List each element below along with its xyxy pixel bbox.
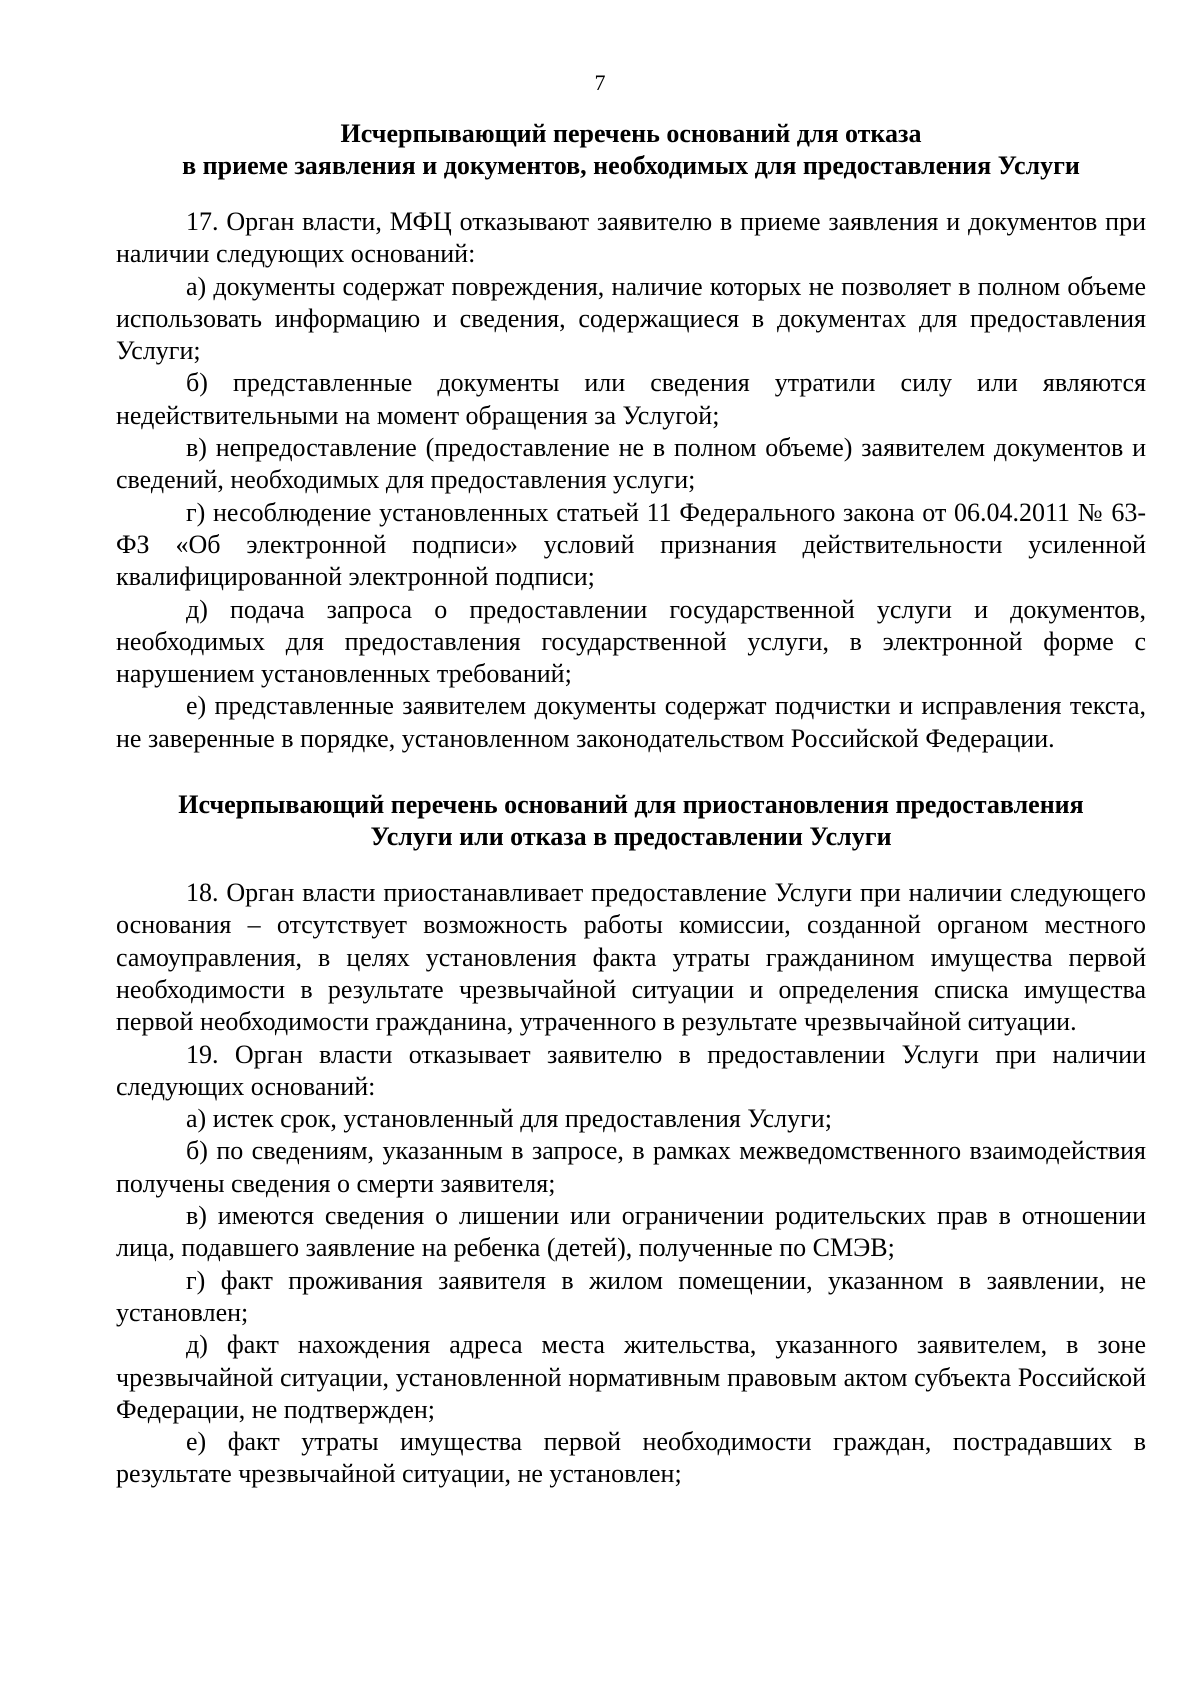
list-item-d: д) подача запроса о предоставлении государственной услуги и документов, необходимых для предоставления государственной услуги, в электронной форме с нарушением установленных требований; (116, 594, 1146, 689)
list-item-b: б) по сведениям, указанным в запросе, в рамках межведомственного взаимодействия получены сведения о смерти заявителя; (116, 1136, 1146, 1198)
list-item-v: в) имеются сведения о лишении или ограничении родительских прав в отношении лица, подавшего заявление на ребенка (детей), полученные по СМЭВ; (116, 1201, 1146, 1263)
list-item-v: в) непредоставление (предоставление не в полном объеме) заявителем документов и сведений, необходимых для предоставления услуги; (116, 433, 1146, 495)
section-heading-line: Услуги или отказа в предоставлении Услуги (370, 822, 892, 852)
list-item-a: а) документы содержат повреждения, наличие которых не позволяет в полном объеме использовать информацию и сведения, содержащиеся в документах для предоставления Услуги; (116, 271, 1146, 366)
page-number: 7 (594, 70, 606, 95)
list-item-g: г) несоблюдение установленных статьей 11 Федерального закона от 06.04.2011 № 63-ФЗ «Об электронной подписи» условий признания действительности усиленной квалифицированной электронной подписи; (116, 497, 1146, 592)
list-item-e: е) факт утраты имущества первой необходимости граждан, пострадавших в результате чрезвычайной ситуации, не установлен; (116, 1427, 1146, 1489)
list-item-b: б) представленные документы или сведения утратили силу или являются недействительными на момент обращения за Услугой; (116, 368, 1146, 430)
section-heading-suspension-refusal (116, 789, 1146, 853)
paragraph-19: 19. Орган власти отказывает заявителю в предоставлении Услуги при наличии следующих оснований: (116, 1039, 1146, 1101)
list-item-d: д) факт нахождения адреса места жительства, указанного заявителем, в зоне чрезвычайной ситуации, установленной нормативным правовым актом субъекта Российской Федерации, не подтвержден; (116, 1330, 1146, 1424)
list-item-a: а) истек срок, установленный для предоставления Услуги; (186, 1104, 832, 1134)
section-heading-refusal-acceptance (116, 118, 1146, 182)
paragraph-18: 18. Орган власти приостанавливает предоставление Услуги при наличии следующего основания – отсутствует возможность работы комиссии, созданной органом местного самоуправления, в целях установления факта утраты гражданином имущества первой необходимости в результате чрезвычайной ситуации и определения списка имущества первой необходимости гражданина, утраченного в результате чрезвычайной ситуации. (116, 878, 1146, 1037)
section-heading-line: Исчерпывающий перечень оснований для отказа (340, 119, 922, 148)
list-item-e: е) представленные заявителем документы содержат подчистки и исправления текста, не заверенные в порядке, установленном законодательством Российской Федерации. (116, 691, 1146, 753)
list-item-g: г) факт проживания заявителя в жилом помещении, указанном в заявлении, не установлен; (116, 1265, 1146, 1327)
section-heading-line: в приеме заявления и документов, необходимых для предоставления Услуги (182, 151, 1080, 180)
section-suspension-refusal (116, 877, 1146, 1491)
section-refusal-acceptance (116, 206, 1146, 755)
paragraph-17: 17. Орган власти, МФЦ отказывают заявителю в приеме заявления и документов при наличии следующих оснований: (116, 207, 1146, 269)
section-heading-line: Исчерпывающий перечень оснований для приостановления предоставления (178, 790, 1084, 820)
document-body (116, 118, 1146, 1491)
